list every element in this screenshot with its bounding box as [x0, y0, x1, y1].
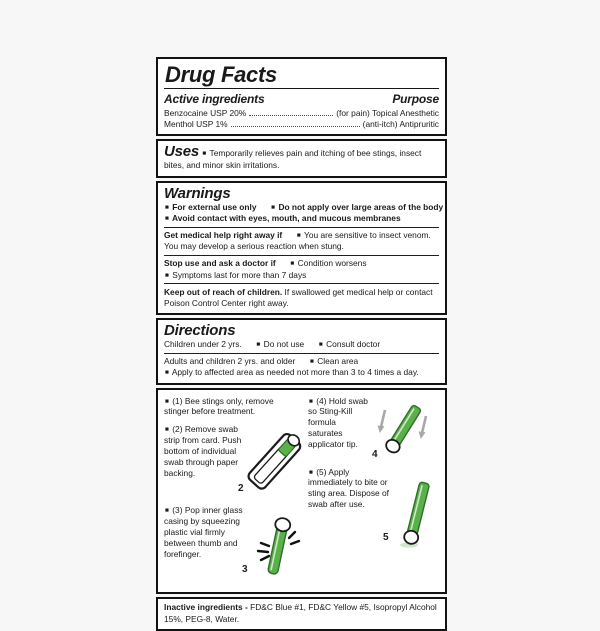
warning-avoid-contact: Avoid contact with eyes, mouth, and mucous membranes	[171, 213, 401, 224]
bullet-square: ■	[290, 260, 295, 268]
warnings-heading: Warnings	[164, 184, 231, 202]
ingredient-name: Benzocaine USP 20%	[164, 108, 247, 119]
directions-heading: Directions	[164, 321, 236, 339]
ingredient-purpose: (anti-itch) Antipruritic	[362, 119, 439, 130]
bullet-square: ■	[165, 215, 169, 223]
warning-large-areas: Do not apply over large areas of the body	[278, 202, 444, 213]
medical-lead: Get medical help right away if	[164, 230, 283, 241]
directions-divider	[164, 353, 439, 354]
bullet-square: ■	[165, 369, 169, 377]
bullet-square: ■	[165, 204, 169, 212]
warning-external-use: For external use only	[172, 202, 257, 213]
step-1	[164, 396, 296, 418]
children-rest: If swallowed get medical help or contact Poison Control Center right away.	[164, 286, 433, 308]
steps-right-column	[308, 396, 439, 589]
warnings-bullet-line-2	[164, 213, 439, 224]
drug-facts-title: Drug Facts	[165, 62, 277, 87]
warnings-bullet-line-1	[164, 202, 444, 213]
step-4-text-block	[308, 396, 370, 451]
step-3	[164, 505, 302, 581]
step-4-number: 4	[372, 448, 378, 460]
under2-bullet-2: Consult doctor	[326, 339, 381, 350]
bullet-square: ■	[271, 204, 276, 212]
step-5	[308, 466, 439, 543]
bullet-square: ■	[256, 341, 261, 349]
medical-rest: You may develop a serious reaction when stung.	[164, 241, 344, 252]
bullet-square: ■	[318, 341, 323, 349]
medical-bullet: You are sensitive to insect venom.	[304, 230, 431, 241]
step-2-figure	[238, 424, 302, 498]
step-3-text-block	[164, 505, 252, 560]
bullet-square: ■	[165, 397, 169, 405]
uses-heading: Uses	[164, 142, 200, 160]
bullet-square: ■	[309, 468, 313, 476]
step-3-prefix: (3)	[172, 505, 183, 516]
bullet-square: ■	[165, 426, 169, 434]
stop-bullet-1: Condition worsens	[297, 258, 367, 269]
active-ingredients-heading: Active ingredients	[164, 92, 265, 107]
bullet-square: ■	[202, 149, 207, 157]
step-5-number: 5	[383, 531, 389, 543]
stop-lead: Stop use and ask a doctor if	[164, 258, 276, 269]
section-warnings	[156, 181, 447, 315]
ingredient-purpose: (for pain) Topical Anesthetic	[336, 108, 439, 119]
adults-bullet-1: Clean area	[317, 356, 359, 367]
bullet-square: ■	[165, 271, 169, 279]
uses-text: Temporarily relieves pain and itching of bee stings, insect bites, and minor skin irritations.	[164, 147, 422, 171]
step-4-text: Hold swab so Sting-Kill formula saturates applicator tip.	[308, 395, 368, 450]
step-4	[308, 396, 439, 460]
swab-card-icon	[246, 424, 302, 498]
bullet-square: ■	[296, 232, 301, 240]
directions-apply-line	[164, 367, 439, 378]
swab-apply-icon	[395, 477, 439, 551]
warnings-divider	[164, 283, 439, 284]
drug-facts-label	[156, 57, 447, 631]
step-2-text: Remove swab strip from card. Push bottom of individual swab through paper backing.	[164, 424, 242, 479]
section-active-ingredients	[156, 57, 447, 136]
stop-bullet-2: Symptoms last for more than 7 days	[172, 269, 307, 280]
dotted-leader	[249, 115, 333, 116]
ingredient-row-benzocaine	[164, 108, 439, 119]
warnings-medical-block	[164, 230, 439, 252]
bullet-square: ■	[309, 397, 313, 405]
active-ingredients-header-row	[164, 91, 439, 108]
step-2-text-block	[164, 424, 246, 479]
step-5-prefix: (5)	[316, 466, 327, 477]
step-2-prefix: (2)	[172, 424, 183, 435]
step-5-figure	[383, 477, 439, 551]
inactive-text: FD&C Blue #1, FD&C Yellow #5, Isopropyl Alcohol 15%, PEG-8, Water.	[164, 602, 437, 624]
inactive-paragraph	[164, 602, 439, 624]
under2-bullet-1: Do not use	[263, 339, 305, 350]
section-inactive-ingredients	[156, 597, 447, 630]
children-lead: Keep out of reach of children.	[164, 286, 283, 297]
adults-bullet-2: Apply to affected area as needed not more than 3 to 4 times a day.	[171, 367, 419, 378]
uses-paragraph	[164, 144, 439, 172]
step-4-prefix: (4)	[316, 395, 327, 406]
step-3-figure	[242, 513, 302, 581]
ingredient-name: Menthol USP 1%	[164, 119, 228, 130]
directions-adults-line	[164, 356, 439, 367]
ingredient-row-menthol	[164, 119, 439, 130]
section-uses	[156, 139, 447, 178]
steps-left-column	[164, 396, 302, 589]
step-2-number: 2	[238, 483, 244, 495]
step-3-number: 3	[242, 564, 248, 576]
step-5-text: Apply immediately to bite or sting area. Dispose of swab after use.	[308, 466, 390, 510]
bullet-square: ■	[165, 507, 169, 515]
warnings-divider	[164, 255, 439, 256]
warnings-divider	[164, 227, 439, 228]
warnings-children-block	[164, 287, 439, 309]
directions-under2-line	[164, 339, 439, 350]
purpose-heading: Purpose	[392, 92, 439, 107]
step-1-prefix: (1)	[172, 395, 183, 406]
dotted-leader	[231, 126, 360, 127]
under2-lead: Children under 2 yrs.	[164, 339, 242, 350]
section-directions	[156, 318, 447, 385]
adults-lead: Adults and children 2 yrs. and older	[164, 356, 296, 367]
title-divider	[164, 88, 439, 89]
step-2	[164, 424, 302, 498]
swab-squeeze-icon	[252, 513, 302, 581]
bullet-square: ■	[309, 358, 314, 366]
step-3-text: Pop inner glass casing by squeezing plastic vial firmly between thumb and forefinger.	[164, 505, 243, 560]
warnings-stop-line-2	[164, 270, 439, 281]
inactive-lead: Inactive ingredients -	[164, 602, 248, 613]
section-step-illustrations	[156, 388, 447, 595]
swab-arrows-icon	[370, 400, 436, 460]
step-4-figure	[370, 400, 436, 460]
step-1-text: Bee stings only, remove stinger before treatment.	[164, 395, 274, 417]
warnings-stop-block	[164, 258, 439, 269]
